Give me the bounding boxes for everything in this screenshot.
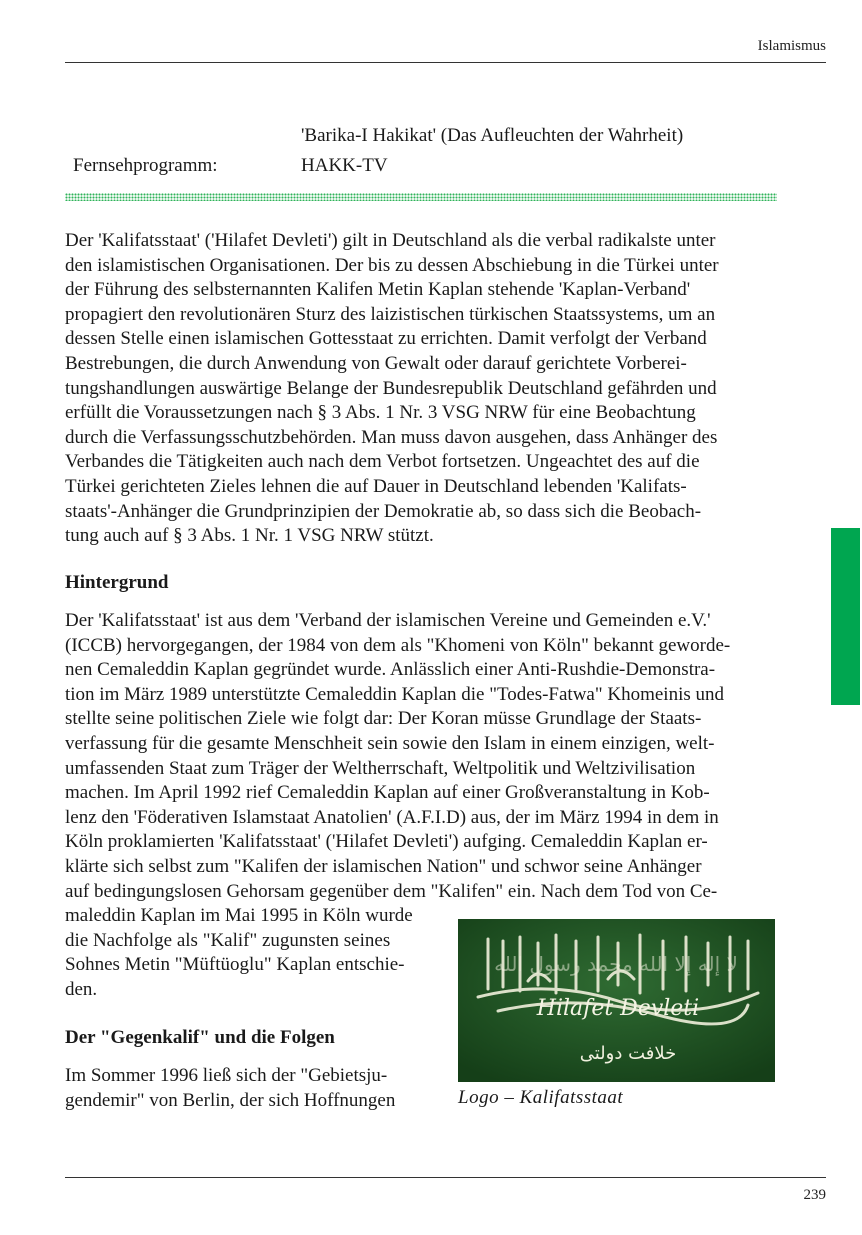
text-line: gendemir" von Berlin, der sich Hoffnungen [65,1089,396,1111]
text-line: Im Sommer 1996 ließ sich der "Gebietsju- [65,1065,388,1086]
text-line: tion im März 1989 unterstützte Cemaleddin Kaplan die "Todes-Fatwa" Khomeinis und [65,683,724,705]
text-line: Bestrebungen, die durch Anwendung von Gewalt oder darauf gerichtete Vorberei- [65,352,687,374]
text-line: Der 'Kalifatsstaat' ist aus dem 'Verband der islamischen Vereine und Gemeinden e.V.' [65,610,711,631]
text-line: machen. Im April 1992 rief Cemaleddin Kaplan auf einer Großveranstaltung in Kob- [65,782,710,804]
counter-caliph-paragraph [65,1064,435,1113]
text-line: dessen Stelle einen islamischen Gottesstaat zu errichten. Damit verfolgt der Verband [65,328,707,350]
background-paragraph-narrow [65,904,435,1002]
text-line: lenz den 'Föderativen Islamstaat Anatolien' (A.F.I.D) aus, der im März 1994 in dem in [65,806,719,828]
logo-artwork [458,919,775,1082]
text-line: klärte sich selbst zum "Kalifen der islamischen Nation" und schwor seine Anhänger [65,855,702,877]
footer-rule [65,1177,826,1178]
text-line: tungshandlungen auswärtige Belange der Bundesrepublik Deutschland gefährden und [65,377,717,399]
text-line: Köln proklamierten 'Kalifatsstaat' ('Hilafet Devleti') aufging. Cemaleddin Kaplan er- [65,831,708,853]
text-line: den. [65,978,98,1000]
page-number: 239 [803,1187,826,1203]
program-value: HAKK-TV [301,155,388,176]
text-line: stellte seine politischen Ziele wie folgt dar: Der Koran müsse Grundlage der Staats- [65,708,702,730]
section-heading-counter-caliph: Der "Gegenkalif" und die Folgen [65,1027,335,1048]
text-line: auf bedingungslosen Gehorsam gegenüber dem "Kalifen" ein. Nach dem Tod von Ce- [65,880,718,902]
text-line: umfassenden Staat zum Träger der Weltherrschaft, Weltpolitik und Weltzivilisation [65,757,696,779]
intro-paragraph [65,229,780,549]
program-label: Fernsehprogramm: [73,155,218,176]
text-line: die Nachfolge als "Kalif" zugunsten seines [65,929,391,951]
text-line: Sohnes Metin "Müftüoglu" Kaplan entschie- [65,954,405,976]
side-tab-marker [831,528,860,705]
dotted-separator [65,193,777,201]
text-line: Türkei gerichteten Zieles lehnen die auf Dauer in Deutschland lebenden 'Kalifats- [65,475,687,497]
header-rule [65,62,826,63]
logo-script-top: لا إله إلا الله محمد رسول الله [494,952,738,976]
logo-kalifatsstaat-image [458,919,775,1082]
background-paragraph [65,609,780,904]
text-line: Verbandes die Tätigkeiten auch nach dem Verbot fortsetzen. Ungeachtet des auf die [65,451,700,473]
text-line: maleddin Kaplan im Mai 1995 in Köln wurde [65,905,413,926]
text-line: Der 'Kalifatsstaat' ('Hilafet Devleti') gilt in Deutschland als die verbal radikalste unter [65,230,716,251]
logo-script-bottom: خلافت دولتی [579,1043,677,1064]
text-line: nen Cemaleddin Kaplan gegründet wurde. Anlässlich einer Anti-Rushdie-Demonstra- [65,659,716,681]
text-line: (ICCB) hervorgegangen, der 1984 von dem als "Khomeni von Köln" bekannt geworde- [65,634,731,656]
text-line: tung auch auf § 3 Abs. 1 Nr. 1 VSG NRW stützt. [65,525,434,547]
header-section-label: Islamismus [757,38,826,54]
program-value: 'Barika-I Hakikat' (Das Aufleuchten der Wahrheit) [301,125,684,146]
logo-script-latin: Hilafet Devleti [536,996,700,1021]
text-line: den islamistischen Organisationen. Der bis zu dessen Abschiebung in die Türkei unter [65,254,719,276]
text-line: verfassung für die gesamte Menschheit sein sowie den Islam in einem einzigen, welt- [65,732,715,754]
text-line: durch die Verfassungsschutzbehörden. Man muss davon ausgehen, dass Anhänger des [65,426,718,448]
text-line: propagiert den revolutionären Sturz des laizistischen türkischen Staatssystems, um an [65,303,716,325]
text-line: staats'-Anhänger die Grundprinzipien der Demokratie ab, so dass sich die Beobach- [65,500,702,522]
text-line: der Führung des selbsternannten Kalifen Metin Kaplan stehende 'Kaplan-Verband' [65,279,691,301]
text-line: erfüllt die Voraussetzungen nach § 3 Abs. 1 Nr. 3 VSG NRW für eine Beobachtung [65,402,696,424]
section-heading-background: Hintergrund [65,572,169,593]
logo-caption: Logo – Kalifatsstaat [458,1087,624,1108]
